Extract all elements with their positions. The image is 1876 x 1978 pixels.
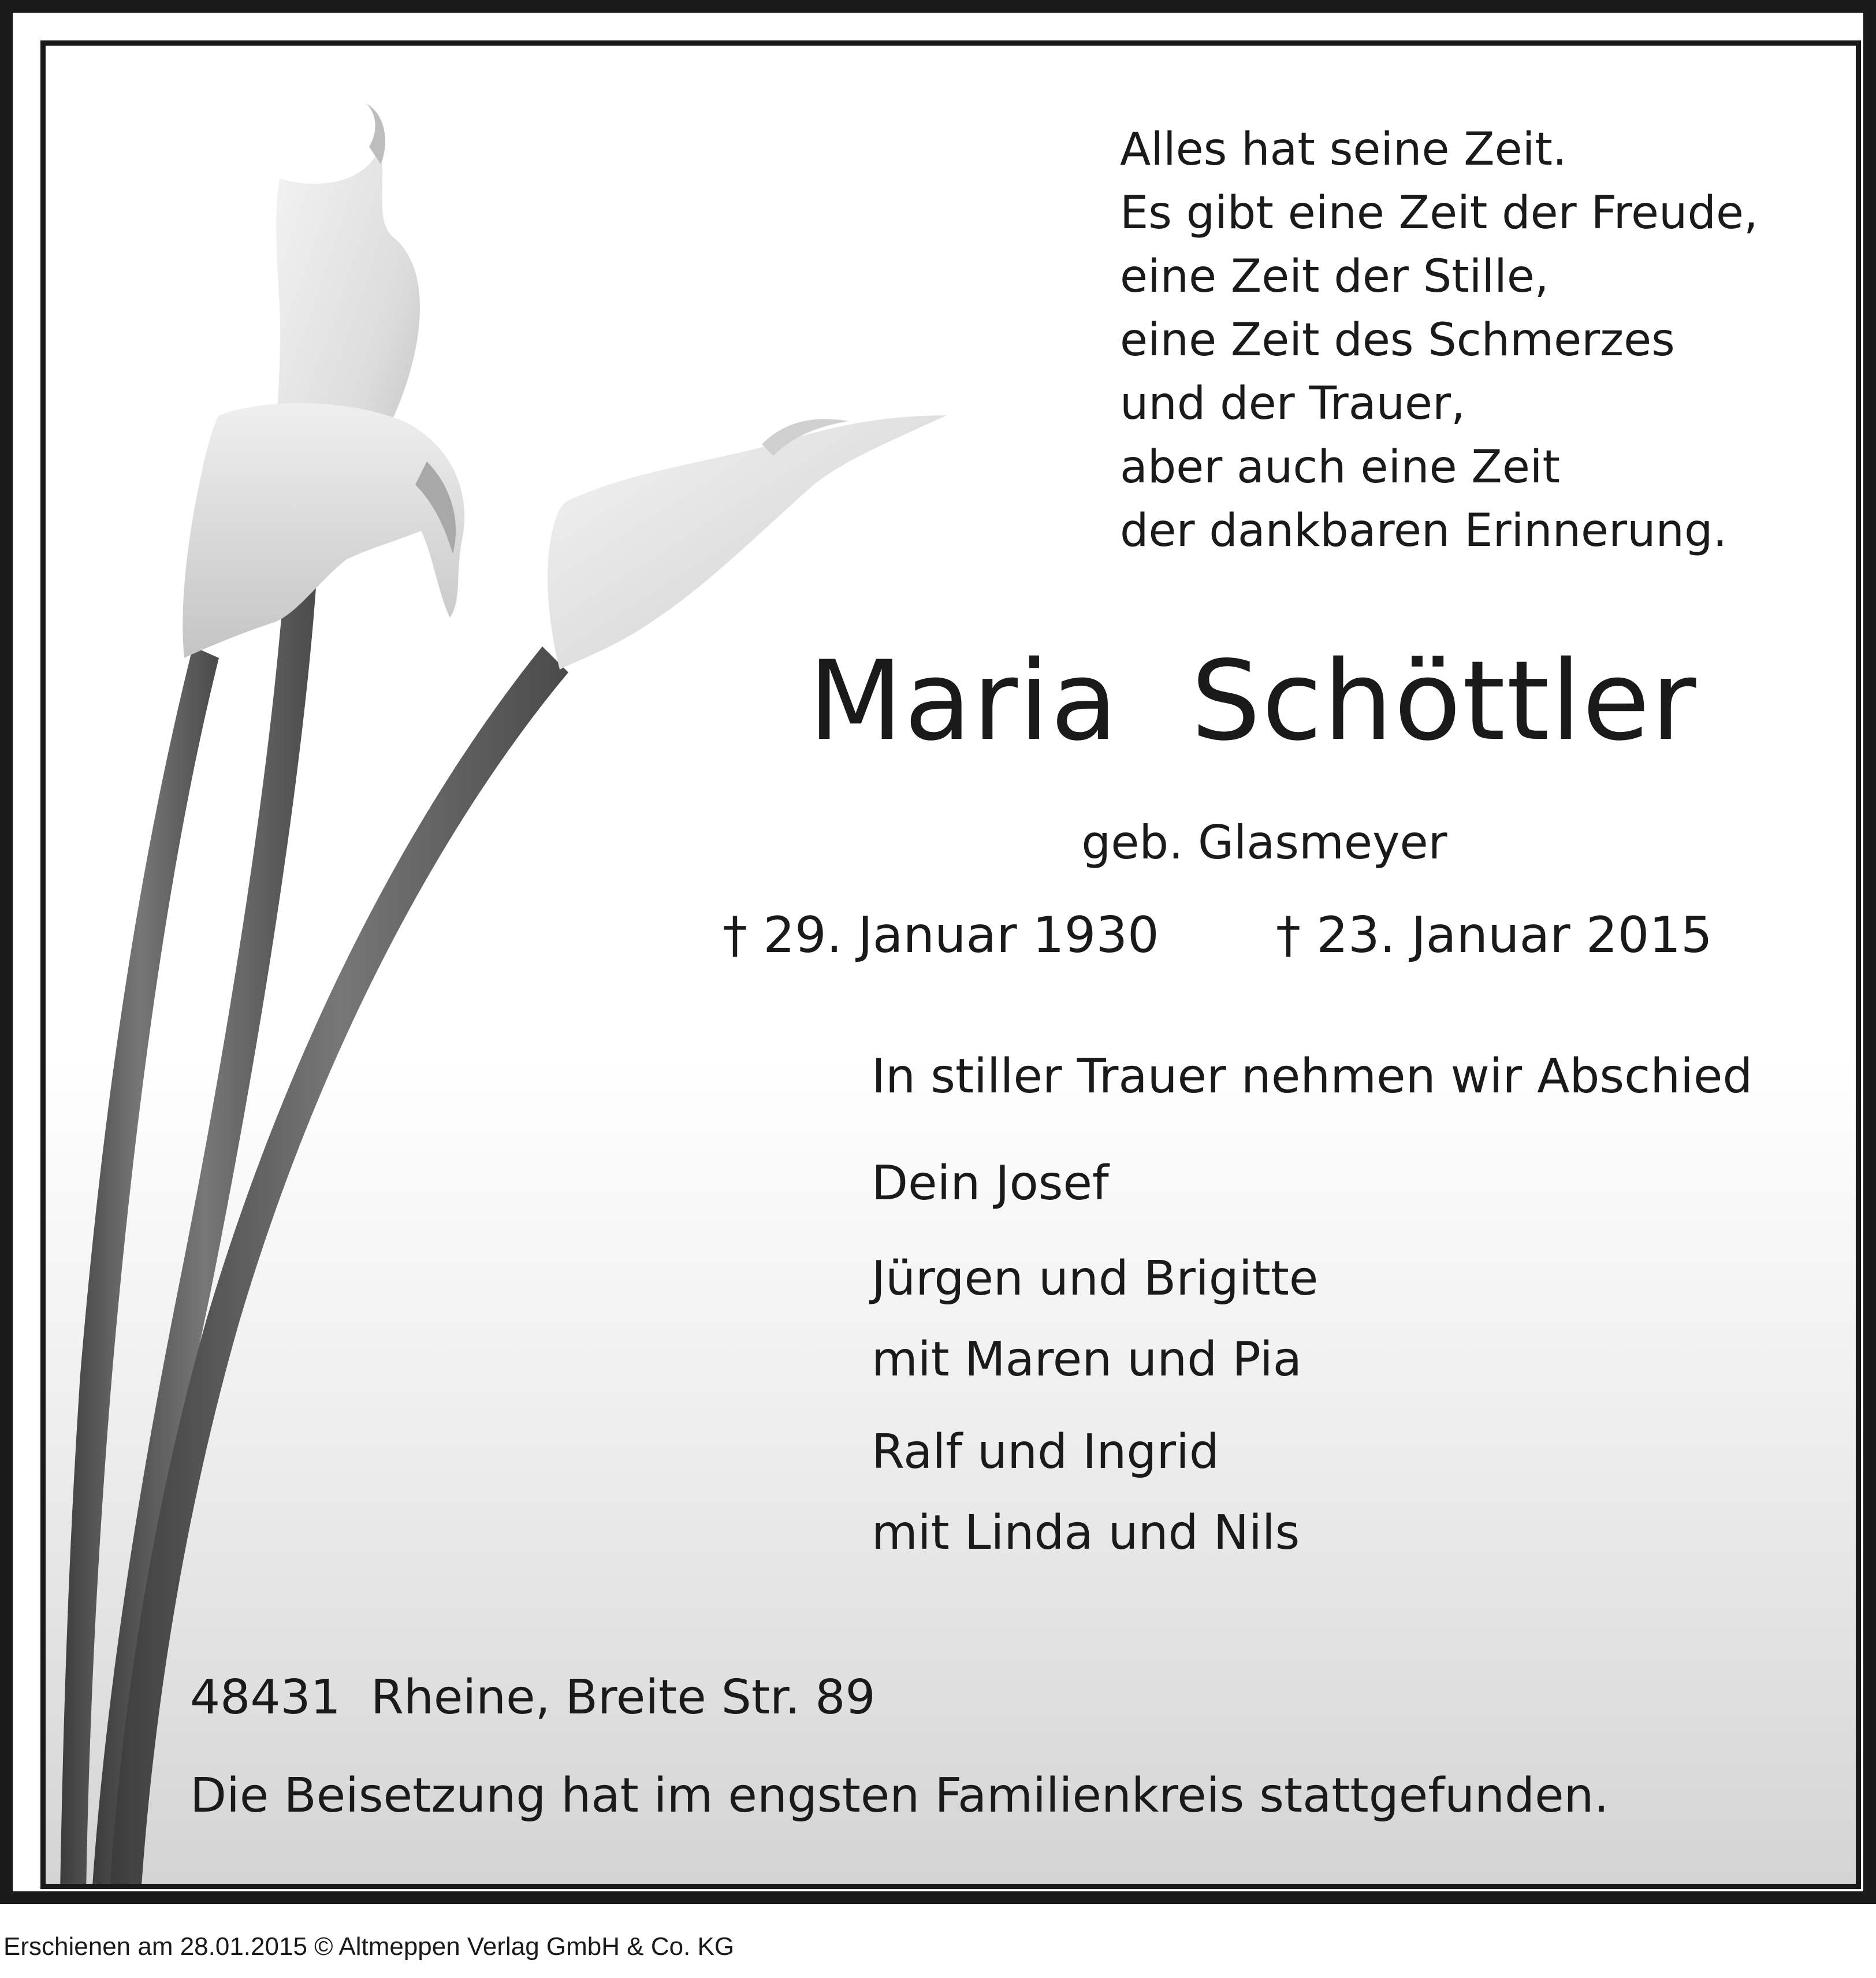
family-member: mit Maren und Pia xyxy=(872,1332,1302,1387)
poem-line: Alles hat seine Zeit. xyxy=(1120,124,1567,176)
publication-credit: Erschienen am 28.01.2015 © Altmeppen Verlag GmbH & Co. KG xyxy=(3,1932,735,1961)
family-member: Jürgen und Brigitte xyxy=(872,1251,1319,1306)
family-member: mit Linda und Nils xyxy=(872,1505,1300,1560)
family-member: Dein Josef xyxy=(872,1156,1109,1211)
burial-note: Die Beisetzung hat im engsten Familienkreis stattgefunden. xyxy=(190,1768,1609,1823)
birth-date: † 29. Januar 1930 xyxy=(723,906,1159,964)
poem-line: aber auch eine Zeit xyxy=(1120,441,1561,493)
family-member: Ralf und Ingrid xyxy=(872,1425,1219,1479)
mourning-line: In stiller Trauer nehmen wir Abschied xyxy=(872,1049,1753,1104)
poem-line: der dankbaren Erinnerung. xyxy=(1120,505,1728,557)
obituary-notice xyxy=(40,40,1861,1889)
poem-line: und der Trauer, xyxy=(1120,378,1465,430)
address: 48431 Rheine, Breite Str. 89 xyxy=(190,1670,876,1725)
poem-line: eine Zeit der Stille, xyxy=(1120,251,1549,303)
poem xyxy=(1120,118,1758,563)
death-date: † 23. Januar 2015 xyxy=(1276,906,1713,964)
poem-line: Es gibt eine Zeit der Freude, xyxy=(1120,187,1758,239)
maiden-name: geb. Glasmeyer xyxy=(1081,816,1447,869)
deceased-name: Maria Schöttler xyxy=(808,637,1698,765)
poem-line: eine Zeit des Schmerzes xyxy=(1120,314,1675,366)
